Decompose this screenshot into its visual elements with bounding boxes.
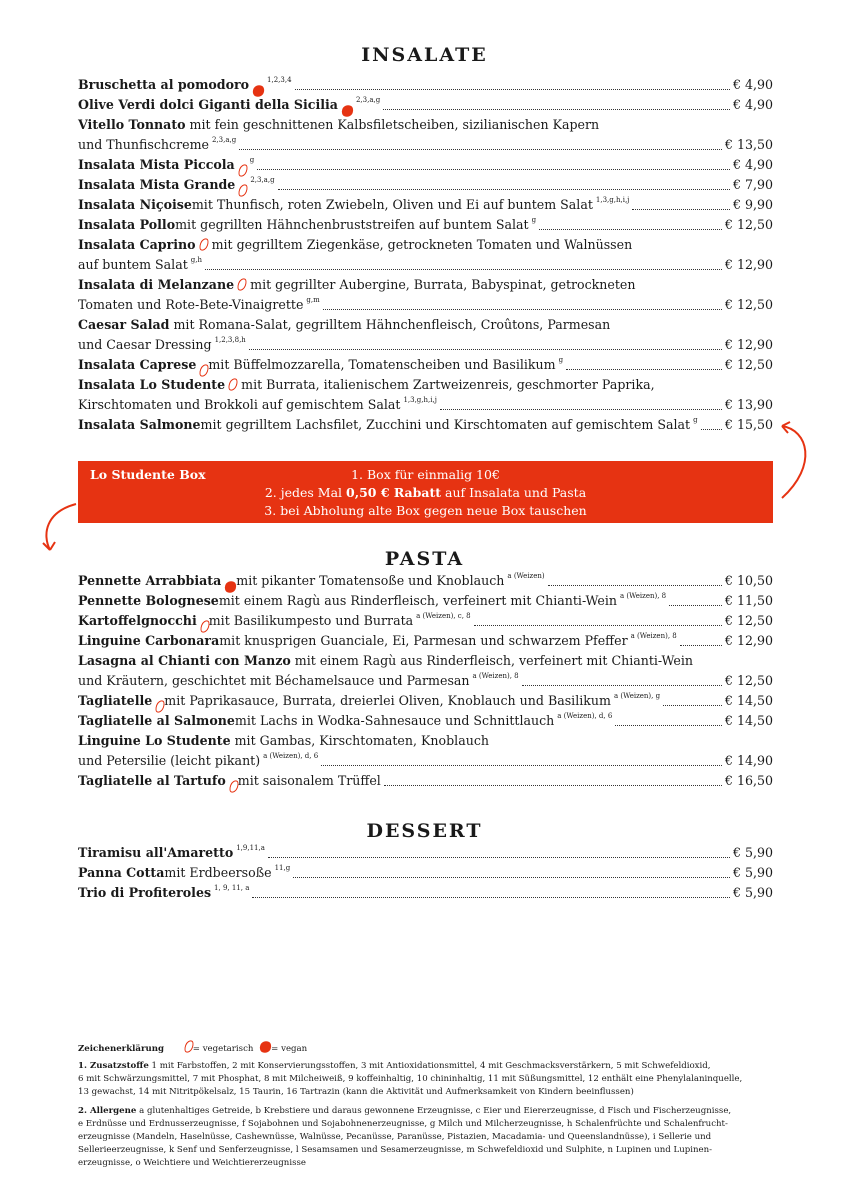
item-price: € 5,90 <box>732 885 773 900</box>
item-additives: g <box>249 156 255 164</box>
legend-zusatz: 1. Zusatzstoffe 1 mit Farbstoffen, 2 mit Konservierungsstoffen, 3 mit Antioxidationsmittel, 4 mit Geschmacksverstärkern, 5 mit Schwefeldioxid, 6 mit Schwärzungsmittel, 7 mit Phosphat, 8 mit Milcheiweiß, 9 koffeinhaltig, 10 chininhaltig, 11 mit Süßungsmittel, 12 enthält eine Phenylalaninquelle, 13 gewachst, 14 mit Nitritpökelsalz, 15 Taurin, 16 Tartrazin (kann die Aktivität und Aufmerksamkeit von Kindern beeinflussen) <box>78 1061 743 1097</box>
item-additives: 2,3,a,g <box>211 136 237 144</box>
item-description: mit Gambas, Kirschtomaten, Knoblauch <box>230 733 489 748</box>
item-description: mit fein geschnittenen Kalbsfiletscheiben, sizilianischen Kapern <box>185 117 600 132</box>
item-name: Insalata Caprino <box>78 237 196 252</box>
item-price: € 15,50 <box>724 417 773 432</box>
item-name: Insalata Mista Piccola <box>78 157 235 172</box>
legend-key: Zeichenerklärung = vegetarisch = vegan <box>78 1038 778 1056</box>
item-price: € 13,50 <box>724 137 773 152</box>
item-price: € 7,90 <box>732 177 773 192</box>
menu-item <box>78 355 773 375</box>
item-name: Kartoffelgnocchi <box>78 613 197 628</box>
menu-item <box>78 235 773 255</box>
item-description-line2: Tomaten und Rote-Bete-Vinaigrette <box>78 297 304 312</box>
dot-leader <box>566 369 722 370</box>
item-description: mit gegrillter Aubergine, Burrata, Babyspinat, getrockneten <box>246 277 636 292</box>
menu-item-cont <box>78 751 773 771</box>
item-description-line2: und Thunfischcreme <box>78 137 209 152</box>
item-name: Tagliatelle <box>78 693 153 708</box>
dot-leader <box>321 765 722 766</box>
item-price: € 16,50 <box>724 773 773 788</box>
item-description: mit Erdbeersoße <box>164 865 272 880</box>
item-additives: a (Weizen), 8 <box>620 592 667 600</box>
item-price: € 10,50 <box>724 573 773 588</box>
item-additives: a (Weizen), c, 8 <box>416 612 471 620</box>
menu-item <box>78 215 773 235</box>
item-price: € 14,90 <box>724 753 773 768</box>
item-additives: 2,3,a,g <box>250 176 275 184</box>
item-price: € 12,50 <box>724 217 773 232</box>
dot-leader <box>323 309 722 310</box>
dot-leader <box>252 897 730 898</box>
section-title-insalate: INSALATE <box>361 44 488 66</box>
menu-item <box>78 75 773 95</box>
box-line-2: 2. jedes Mal 0,50 € Rabatt auf Insalata und Pasta <box>264 485 587 500</box>
vegetarian-icon <box>228 779 240 794</box>
item-description: mit saisonalem Trüffel <box>237 773 381 788</box>
item-description-line2: und Kräutern, geschichtet mit Béchamelsauce und Parmesan <box>78 673 470 688</box>
item-price: € 13,90 <box>724 397 773 412</box>
dot-leader <box>205 269 722 270</box>
item-description: mit Thunfisch, roten Zwiebeln, Oliven und Ei auf buntem Salat <box>191 197 593 212</box>
item-additives: 1,2,3,8,h <box>214 336 246 344</box>
dot-leader <box>474 625 722 626</box>
menu-item-cont <box>78 255 773 275</box>
item-name: Insalata Lo Studente <box>78 377 226 392</box>
item-name: Lasagna al Chianti con Manzo <box>78 653 291 668</box>
item-description: mit gegrillten Hähnchenbruststreifen auf buntem Salat <box>175 217 529 232</box>
menu-item-cont <box>78 335 773 355</box>
item-name: Vitello Tonnato <box>78 117 186 132</box>
item-additives: a (Weizen), g <box>613 692 661 700</box>
dot-leader <box>278 189 730 190</box>
item-description: mit einem Ragù aus Rinderfleisch, verfeinert mit Chianti-Wein <box>290 653 694 668</box>
item-name: Caesar Salad <box>78 317 170 332</box>
menu-item-cont <box>78 135 773 155</box>
lo-studente-box <box>78 461 773 523</box>
item-name: Pennette Bolognese <box>78 593 219 608</box>
item-price: € 12,50 <box>724 297 773 312</box>
item-description-line2: und Caesar Dressing <box>78 337 212 352</box>
item-price: € 14,50 <box>724 693 773 708</box>
item-description: mit Lachs in Wodka-Sahnesauce und Schnittlauch <box>234 713 555 728</box>
item-price: € 12,50 <box>724 673 773 688</box>
item-additives: g,h <box>190 256 202 264</box>
item-description: mit gegrilltem Ziegenkäse, getrockneten Tomaten und Walnüssen <box>207 237 633 252</box>
menu-item <box>78 711 773 731</box>
dot-leader <box>632 209 730 210</box>
dot-leader <box>383 109 730 110</box>
item-name: Tiramisu all'Amaretto <box>78 845 234 860</box>
item-name: Olive Verdi dolci Giganti della Sicilia <box>78 97 338 112</box>
item-price: € 12,90 <box>724 257 773 272</box>
item-name: Linguine Lo Studente <box>78 733 231 748</box>
menu-item <box>78 155 773 175</box>
item-description: mit Büffelmozzarella, Tomatenscheiben und Basilikum <box>208 357 556 372</box>
item-name: Linguine Carbonara <box>78 633 220 648</box>
item-description: mit Burrata, italienischem Zartweizenreis, geschmorter Paprika, <box>237 377 655 392</box>
dot-leader <box>268 857 730 858</box>
menu-item <box>78 651 773 671</box>
dot-leader <box>663 705 722 706</box>
item-price: € 12,90 <box>724 337 773 352</box>
menu-item <box>78 275 773 295</box>
item-price: € 4,90 <box>732 157 773 172</box>
menu-item <box>78 115 773 135</box>
menu-item <box>78 415 773 435</box>
item-description: mit einem Ragù aus Rinderfleisch, verfeinert mit Chianti-Wein <box>218 593 618 608</box>
item-description: mit knusprigen Guanciale, Ei, Parmesan und schwarzem Pfeffer <box>219 633 628 648</box>
menu-item <box>78 195 773 215</box>
item-additives: 1,2,3,4 <box>267 76 292 84</box>
item-additives: 1,9,11,a <box>236 844 265 852</box>
item-description: mit Basilikumpesto und Burrata <box>208 613 414 628</box>
legend <box>78 1038 778 1170</box>
item-additives: a (Weizen), d, 6 <box>263 752 319 760</box>
legend-allergene: 2. Allergene a glutenhaltiges Getreide, b Krebstiere und daraus gewonnene Erzeugnisse, c Eier und Eiererzeugnisse, d Fisch und Fischerzeugnisse, e Erdnüsse und Erdnusserzeugnisse, f Sojabohnen und Sojabohnenerzeugnisse, g Milch und Milcherzeugnisse, h Schalenfrüchte und Schalenfrucht- erzeugnisse (Mandeln, Haselnüsse, Cashewnüsse, Walnüsse, Pecanüsse, Paranüsse, Pistazien, Macadamia- und Queenslandnüsse), i Sellerie und Sellerieerzeugnisse, k Senf und Senferzeugnisse, l Sesamsamen und Sesamerzeugnisse, m Schwefeldioxid und Sulphite, n Lupinen und Lupinen- erzeugnisse, o Weichtiere und Weichtiererzeugnisse <box>78 1106 732 1168</box>
item-description-line2: auf buntem Salat <box>78 257 188 272</box>
item-additives: g <box>693 416 698 424</box>
menu-item <box>78 731 773 751</box>
item-additives: 2,3,a,g <box>355 96 381 104</box>
box-title: Lo Studente Box <box>90 467 206 482</box>
item-additives: a (Weizen) <box>507 572 545 580</box>
dot-leader <box>701 429 722 430</box>
dot-leader <box>293 877 730 878</box>
dot-leader <box>669 605 722 606</box>
item-additives: a (Weizen), 8 <box>630 632 677 640</box>
item-additives: g,m <box>306 296 320 304</box>
item-additives: g <box>531 216 537 224</box>
menu-item <box>78 771 773 791</box>
item-additives: 1,3,g,h,i,j <box>595 196 630 204</box>
item-price: € 5,90 <box>732 865 773 880</box>
item-description: mit Romana-Salat, gegrilltem Hähnchenfleisch, Croûtons, Parmesan <box>169 317 611 332</box>
item-name: Panna Cotta <box>78 865 165 880</box>
dot-leader <box>440 409 722 410</box>
item-price: € 12,50 <box>724 357 773 372</box>
item-description-line2: und Petersilie (leicht pikant) <box>78 753 261 768</box>
item-name: Insalata Caprese <box>78 357 197 372</box>
item-price: € 9,90 <box>732 197 773 212</box>
menu-item <box>78 691 773 711</box>
item-price: € 4,90 <box>732 77 773 92</box>
item-name: Insalata Pollo <box>78 217 176 232</box>
dot-leader <box>680 645 722 646</box>
item-price: € 4,90 <box>732 97 773 112</box>
item-name: Insalata Niçoise <box>78 197 192 212</box>
dot-leader <box>539 229 722 230</box>
item-price: € 12,50 <box>724 613 773 628</box>
menu-item <box>78 843 773 863</box>
dot-leader <box>249 349 722 350</box>
dot-leader <box>615 725 722 726</box>
item-description: mit pikanter Tomatensoße und Knoblauch <box>236 573 505 588</box>
menu-item <box>78 175 773 195</box>
item-name: Bruschetta al pomodoro <box>78 77 250 92</box>
menu-item-cont <box>78 295 773 315</box>
item-price: € 12,90 <box>724 633 773 648</box>
menu-item <box>78 571 773 591</box>
dot-leader <box>257 169 730 170</box>
item-name: Insalata Mista Grande <box>78 177 236 192</box>
item-price: € 5,90 <box>732 845 773 860</box>
item-name: Tagliatelle al Salmone <box>78 713 235 728</box>
item-name: Insalata Salmone <box>78 417 201 432</box>
menu-item <box>78 315 773 335</box>
item-additives: a (Weizen), d, 6 <box>557 712 613 720</box>
item-name: Trio di Profiteroles <box>78 885 212 900</box>
dot-leader <box>384 785 722 786</box>
item-additives: 1,3,g,h,i,j <box>403 396 437 404</box>
item-additives: 1, 9, 11, a <box>214 884 250 892</box>
item-additives: a (Weizen), 8 <box>472 672 519 680</box>
section-title-pasta: PASTA <box>384 548 465 570</box>
item-price: € 14,50 <box>724 713 773 728</box>
menu-item <box>78 95 773 115</box>
menu-item <box>78 883 773 903</box>
item-description: mit Paprikasauce, Burrata, dreierlei Oliven, Knoblauch und Basilikum <box>164 693 611 708</box>
item-name: Pennette Arrabbiata <box>78 573 222 588</box>
item-additives: 11,g <box>274 864 291 872</box>
section-title-dessert: DESSERT <box>366 820 483 842</box>
menu-item-cont <box>78 395 773 415</box>
box-line-3: 3. bei Abholung alte Box gegen neue Box tauschen <box>264 503 587 518</box>
item-name: Insalata di Melanzane <box>78 277 235 292</box>
menu-item-cont <box>78 671 773 691</box>
item-price: € 11,50 <box>724 593 773 608</box>
item-name: Tagliatelle al Tartufo <box>78 773 226 788</box>
menu-item <box>78 863 773 883</box>
dot-leader <box>239 149 722 150</box>
box-line-1: 1. Box für einmalig 10€ <box>351 467 500 482</box>
item-additives: g <box>558 356 564 364</box>
item-description-line2: Kirschtomaten und Brokkoli auf gemischtem Salat <box>78 397 401 412</box>
menu-item <box>78 631 773 651</box>
item-description: mit gegrilltem Lachsfilet, Zucchini und Kirschtomaten auf gemischtem Salat <box>200 417 691 432</box>
